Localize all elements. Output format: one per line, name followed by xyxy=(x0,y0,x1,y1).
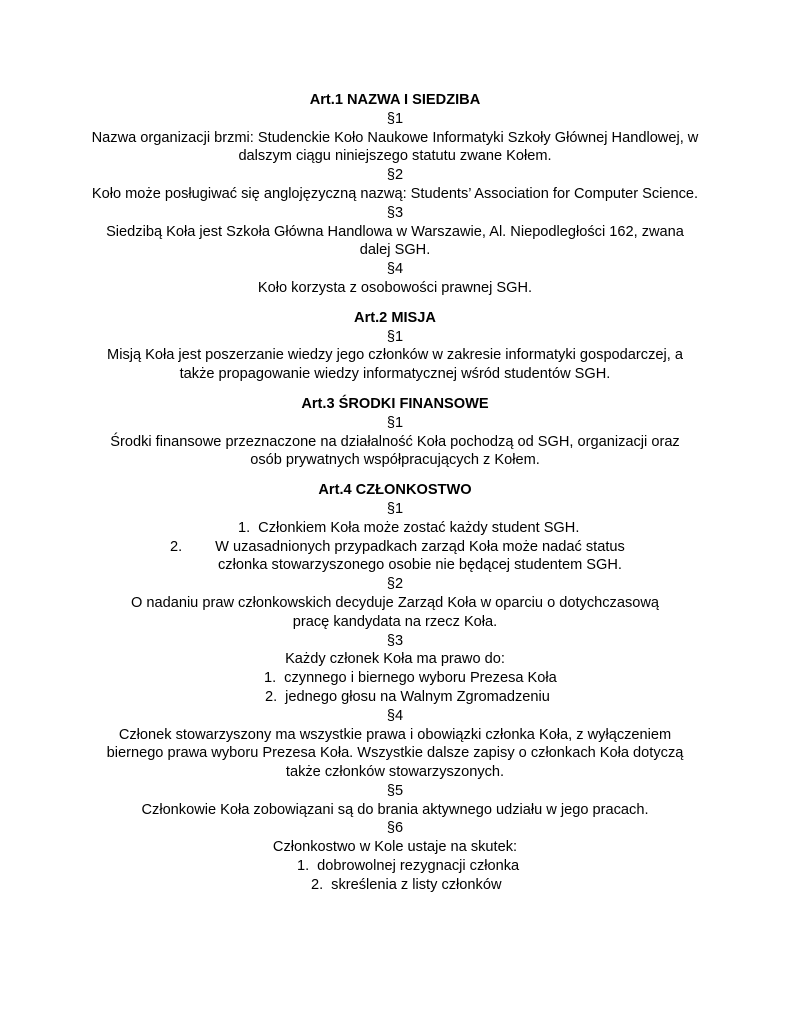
article-1 xyxy=(90,91,700,298)
list-item-text: W uzasadnionych przypadkach zarząd Koła może nadać status członka stowarzyszonego osobie nie będącej studentem SGH. xyxy=(215,538,625,574)
list-item-text: Członkiem Koła może zostać każdy student SGH. xyxy=(258,519,580,536)
paragraph-sign: §4 xyxy=(386,261,404,278)
list-number: 2. xyxy=(265,688,278,705)
paragraph-intro: Członkostwo w Kole ustaje na skutek: xyxy=(272,839,518,856)
paragraph-text: Nazwa organizacji brzmi: Studenckie Koło Naukowe Informatyki Szkoły Głównej Handlowej, w dalszym ciągu niniejszego statutu zwane Kołem. xyxy=(91,129,699,165)
paragraph-text: O nadaniu praw członkowskich decyduje Zarząd Koła w oparciu o dotychczasową pracę kandydata na rzecz Koła. xyxy=(130,594,660,630)
paragraph-text: Siedzibą Koła jest Szkoła Główna Handlowa w Warszawie, Al. Niepodległości 162, zwana dalej SGH. xyxy=(106,223,684,259)
numbered-list xyxy=(90,669,700,707)
paragraph-sign: §6 xyxy=(386,820,404,837)
article-title: Art.1 NAZWA I SIEDZIBA xyxy=(309,92,481,108)
list-number: 1. xyxy=(238,519,251,536)
article-3 xyxy=(90,395,700,470)
list-item xyxy=(90,688,700,707)
paragraph-sign: §3 xyxy=(386,204,404,221)
list-item-text: dobrowolnej rezygnacji członka xyxy=(317,858,520,875)
paragraph-text: Koło może posługiwać się anglojęzyczną nazwą: Students’ Association for Computer Science. xyxy=(91,185,699,202)
list-item xyxy=(90,519,700,538)
list-item-text: skreślenia z listy członków xyxy=(331,876,502,893)
article-2 xyxy=(90,309,700,384)
paragraph-sign: §1 xyxy=(386,110,404,127)
paragraph-text: Członek stowarzyszony ma wszystkie prawa i obowiązki członka Koła, z wyłączeniem biernego prawa wyboru Prezesa Koła. Wszystkie dalsze zapisy o członkach Koła dotyczą także członków stowarzyszonych. xyxy=(106,726,684,781)
list-number: 1. xyxy=(297,858,310,875)
statute-document xyxy=(90,91,700,906)
paragraph-sign: §3 xyxy=(386,632,404,649)
article-4 xyxy=(90,481,700,895)
paragraph-sign: §1 xyxy=(386,328,404,345)
paragraph-sign: §1 xyxy=(386,414,404,431)
list-item xyxy=(90,876,700,895)
numbered-list xyxy=(90,519,700,575)
numbered-list xyxy=(90,857,700,895)
article-title: Art.4 CZŁONKOSTWO xyxy=(318,482,472,499)
list-item xyxy=(90,669,700,688)
list-number: 2. xyxy=(170,538,183,555)
paragraph-text: Koło korzysta z osobowości prawnej SGH. xyxy=(257,279,533,296)
article-title: Art.2 MISJA xyxy=(354,309,436,326)
list-item-text: jednego głosu na Walnym Zgromadzeniu xyxy=(285,688,550,705)
list-number: 1. xyxy=(264,670,277,687)
paragraph-sign: §2 xyxy=(386,576,404,593)
paragraph-text: Misją Koła jest poszerzanie wiedzy jego członków w zakresie informatyki gospodarczej, a także propagowanie wiedzy informatycznej wśród studentów SGH. xyxy=(107,347,683,383)
paragraph-text: Środki finansowe przeznaczone na działalność Koła pochodzą od SGH, organizacji oraz osób prywatnych współpracujących z Kołem. xyxy=(110,433,680,469)
list-item-text: czynnego i biernego wyboru Prezesa Koła xyxy=(284,670,557,687)
paragraph-sign: §5 xyxy=(386,782,404,799)
paragraph-sign: §2 xyxy=(386,167,404,184)
paragraph-text: Członkowie Koła zobowiązani są do brania aktywnego udziału w jego pracach. xyxy=(141,801,649,818)
list-number: 2. xyxy=(311,876,324,893)
list-item xyxy=(90,857,700,876)
paragraph-sign: §1 xyxy=(386,500,404,517)
article-title: Art.3 ŚRODKI FINANSOWE xyxy=(301,395,489,412)
paragraph-sign: §4 xyxy=(386,707,404,724)
paragraph-intro: Każdy członek Koła ma prawo do: xyxy=(285,651,505,668)
list-item xyxy=(90,538,700,576)
